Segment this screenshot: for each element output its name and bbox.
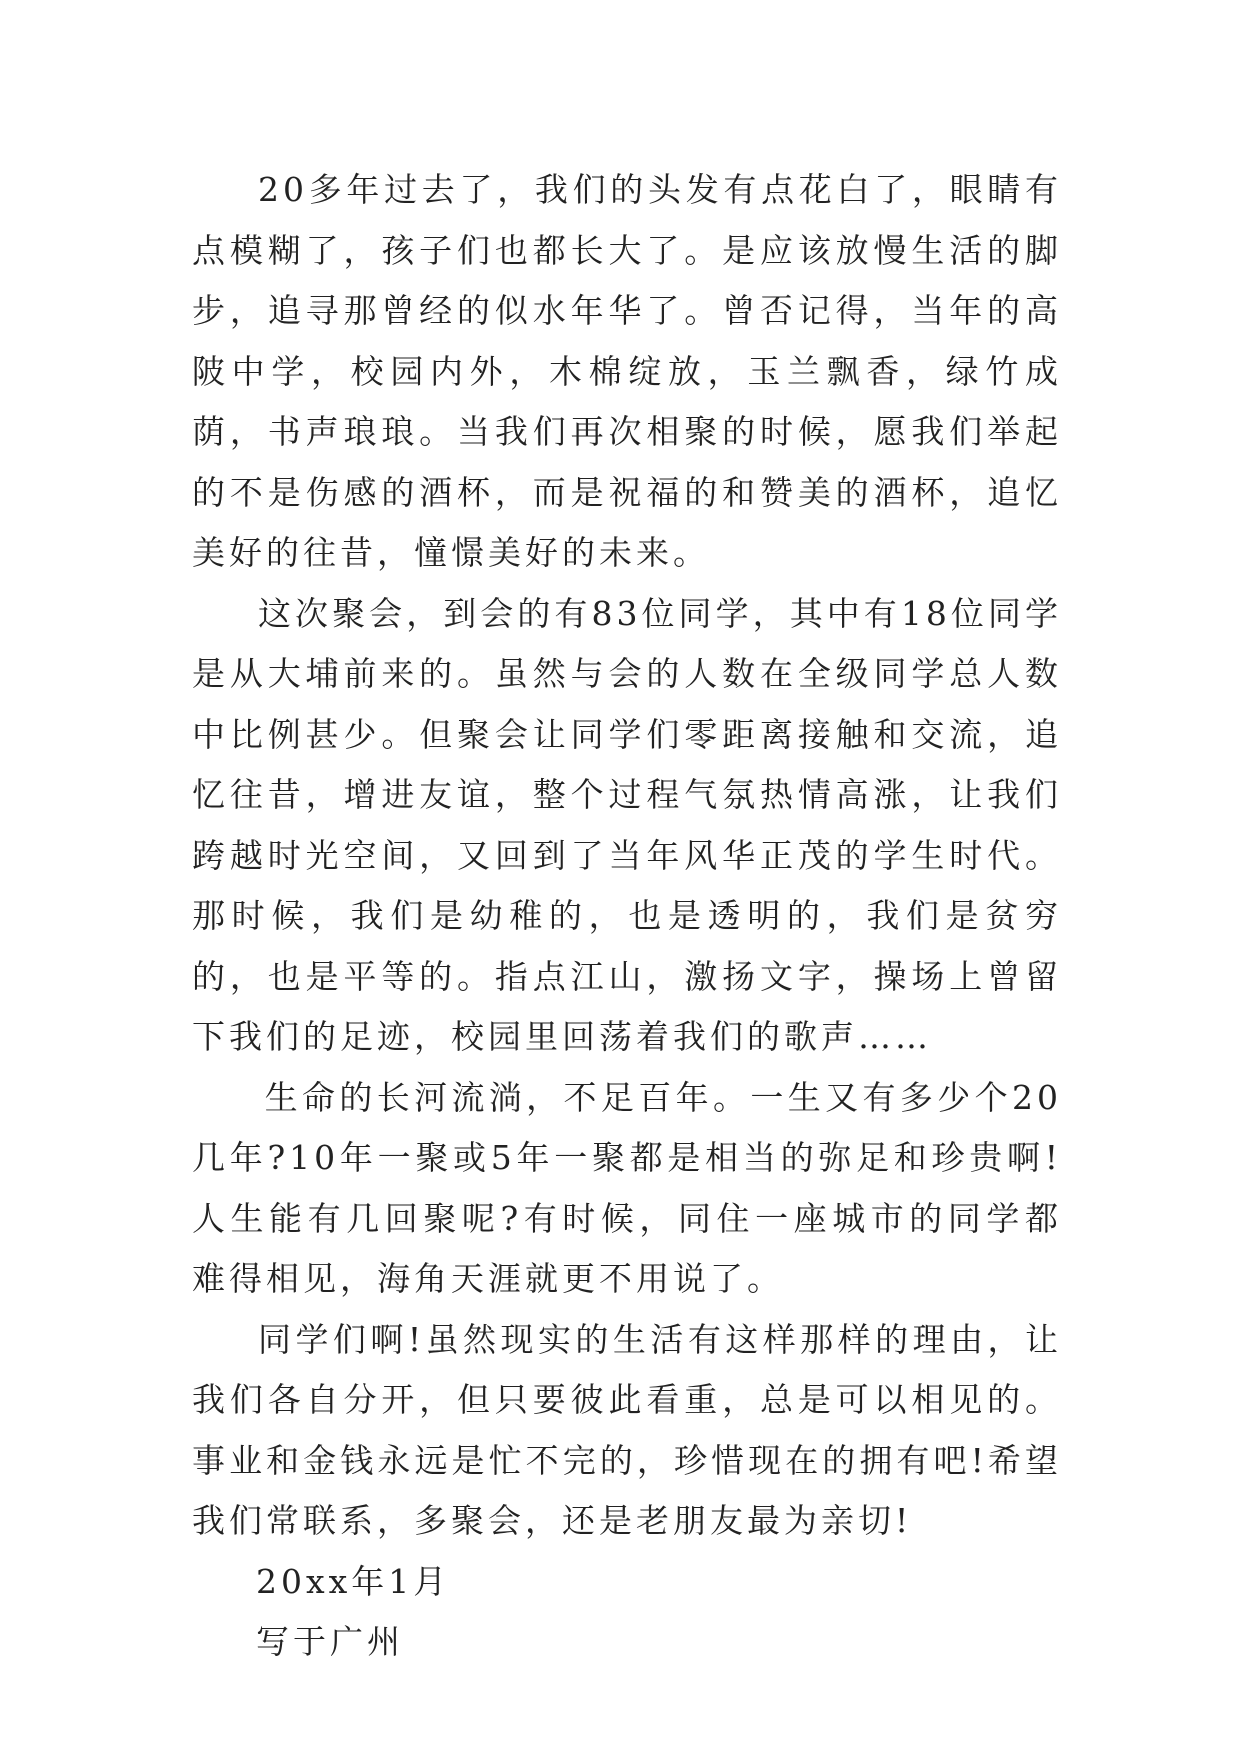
paragraph-life: 生命的长河流淌，不足百年。一生又有多少个20几年?10年一聚或5年一聚都是相当的弥足和珍贵啊!人生能有几回聚呢?有时候，同住一座城市的同学都难得相见，海角天涯就更不用说了。: [192, 1077, 1062, 1298]
document-body: [192, 160, 1062, 1673]
paragraph-classmates: 同学们啊!虽然现实的生活有这样那样的理由，让我们各自分开，但只要彼此看重，总是可以相见的。事业和金钱永远是忙不完的，珍惜现在的拥有吧!希望我们常联系，多聚会，还是老朋友最为亲切!: [192, 1319, 1062, 1540]
signature-date: 20xx年1月: [256, 1561, 451, 1601]
signature-place: 写于广州: [256, 1622, 404, 1661]
paragraph-reflection: 20多年过去了，我们的头发有点花白了，眼睛有点模糊了，孩子们也都长大了。是应该放慢生活的脚步，追寻那曾经的似水年华了。曾否记得，当年的高陂中学，校园内外，木棉绽放，玉兰飘香，绿竹成荫，书声琅琅。当我们再次相聚的时候，愿我们举起的不是伤感的酒杯，而是祝福的和赞美的酒杯，追忆美好的往昔，憧憬美好的未来。: [192, 170, 1062, 572]
paragraph-reunion: 这次聚会，到会的有83位同学，其中有18位同学是从大埔前来的。虽然与会的人数在全级同学总人数中比例甚少。但聚会让同学们零距离接触和交流，追忆往昔，增进友谊，整个过程气氛热情高涨，让我们跨越时光空间，又回到了当年风华正茂的学生时代。那时候，我们是幼稚的，也是透明的，我们是贫穷的，也是平等的。指点江山，激扬文字，操场上曾留下我们的足迹，校园里回荡着我们的歌声……: [192, 593, 1062, 1056]
